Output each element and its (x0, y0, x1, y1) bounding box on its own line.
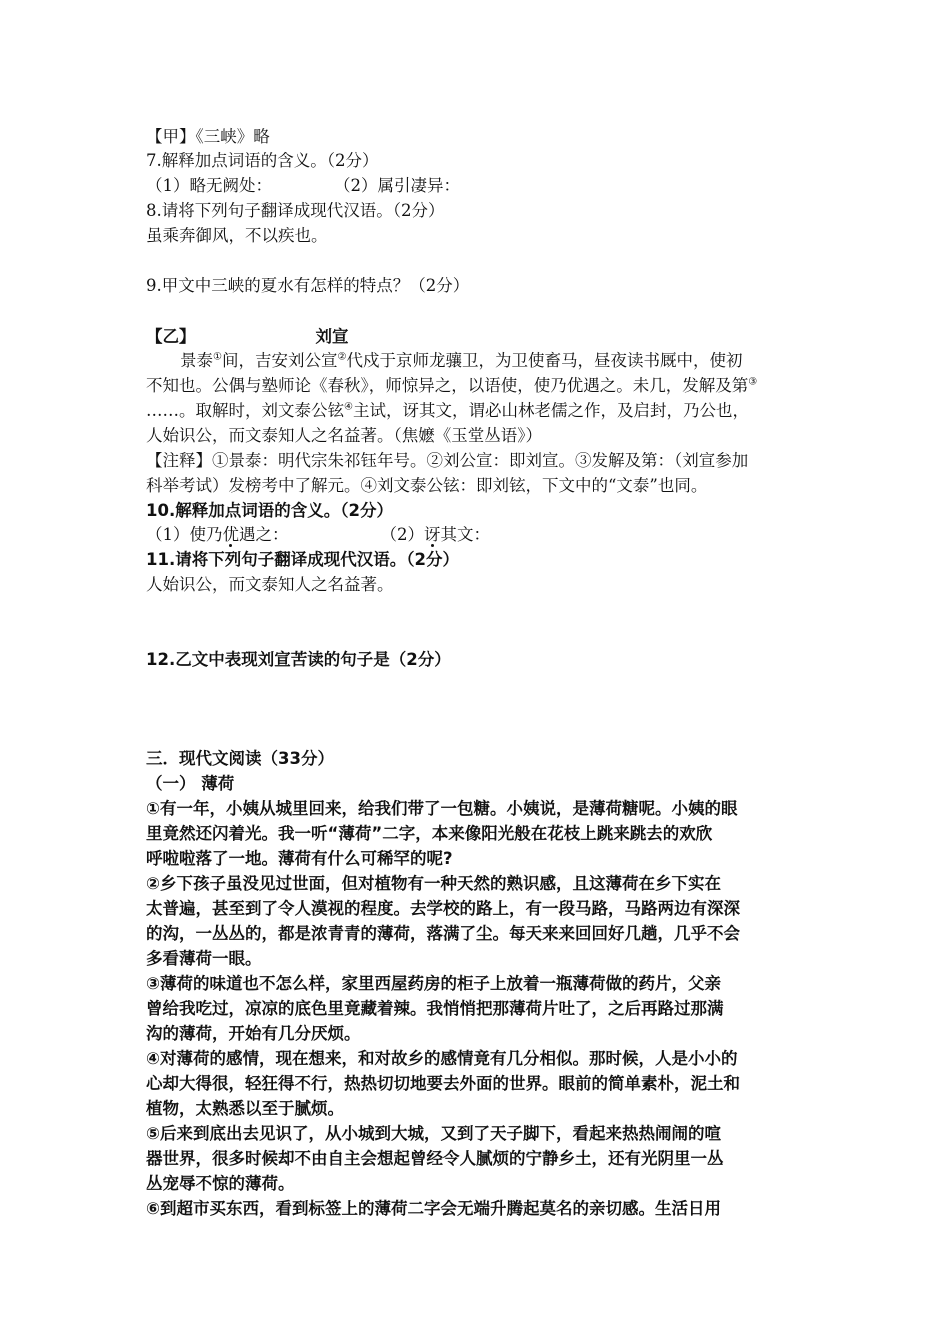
passage-line: 植物，太熟悉以至于腻烦。 (146, 1099, 344, 1118)
subsection-heading: （一） 薄荷 (146, 774, 235, 793)
passage-line: 曾给我吃过，凉凉的底色里竟藏着辣。我悄悄把那薄荷片吐了，之后再路过那满 (146, 999, 724, 1018)
yi-note-line: 【注释】①景泰：明代宗朱祁钰年号。②刘公宣：即刘宣。③发解及第：（刘宣参加 (146, 451, 749, 470)
dotted-character: 讶 (424, 525, 441, 544)
footnote-marker: ④ (344, 401, 353, 413)
question-10: 10.解释加点词语的含义。（2分） (146, 501, 393, 520)
section-heading: 三．现代文阅读（33分） (146, 749, 334, 768)
question-10-items: （1）使乃优遇之： （2）讶其文： (146, 525, 490, 544)
passage-line: ①有一年，小姨从城里回来，给我们带了一包糖。小姨说，是薄荷糖呢。小姨的眼 (146, 799, 738, 818)
passage-line: ②乡下孩子虽没见过世面，但对植物有一种天然的熟识感，且这薄荷在乡下实在 (146, 874, 721, 893)
yi-paragraph-line: 景泰①间，吉安刘公宣②代戍于京师龙骧卫，为卫使畜马，昼夜读书厩中，使初 (180, 351, 743, 370)
passage-line: ④对薄荷的感情，现在想来，和对故乡的感情竟有几分相似。那时候，人是小小的 (146, 1049, 738, 1068)
passage-line: 多看薄荷一眼。 (146, 949, 262, 968)
yi-title: 刘宣 (315, 327, 349, 346)
question-11: 11.请将下列句子翻译成现代汉语。（2分） (146, 550, 459, 569)
question-7-items (146, 174, 816, 198)
passage-line: 器世界，很多时候却不由自主会想起曾经令人腻烦的宁静乡土，还有光阴里一丛 (146, 1149, 724, 1168)
yi-paragraph-line: 不知也。公偶与塾师论《春秋》，师惊异之，以语使，使乃优遇之。未几，发解及第③ (146, 376, 758, 395)
passage-line: 沟的薄荷，开始有几分厌烦。 (146, 1024, 361, 1043)
passage-line: 太普遍，甚至到了令人漠视的程度。去学校的路上，有一段马路，马路两边有深深 (146, 899, 740, 918)
yi-note-line: 科举考试）发榜考中了解元。④刘文泰公铉：即刘铉，下文中的“文泰”也同。 (146, 476, 708, 495)
passage-line: 丛宠辱不惊的薄荷。 (146, 1174, 295, 1193)
passage-line: 的沟，一丛丛的，都是浓青青的薄荷，落满了尘。每天来来回回好几趟，几乎不会 (146, 924, 740, 943)
question-7-item-1: （1）略无阙处： (146, 176, 272, 195)
footnote-marker: ③ (748, 376, 758, 388)
question-8: 8.请将下列句子翻译成现代汉语。（2分） (146, 201, 445, 220)
question-7: 7.解释加点词语的含义。（2分） (146, 151, 379, 170)
footnote-marker: ② (337, 351, 347, 363)
question-9: 9.甲文中三峡的夏水有怎样的特点？（2分） (146, 276, 470, 295)
passage-line: 里竟然还闪着光。我一听“薄荷”二字，本来像阳光般在花枝上跳来跳去的欢欣 (146, 824, 713, 843)
yi-paragraph-line: 人始识公，而文泰知人之名益著。（焦嬷《玉堂丛语》） (146, 426, 542, 445)
passage-line: ⑤后来到底出去见识了，从小城到大城，又到了天子脚下，看起来热热闹闹的喧 (146, 1124, 721, 1143)
jia-heading: 【甲】《三峡》略 (146, 127, 270, 146)
yi-paragraph-line: ……。取解时，刘文泰公铉④主试，讶其文，谓必山林老儒之作，及启封，乃公也， (146, 401, 749, 420)
footnote-marker: ① (213, 351, 222, 363)
yi-label: 【乙】 (146, 327, 196, 346)
question-12: 12.乙文中表现刘宣苦读的句子是（2分） (146, 650, 451, 669)
passage-line: ③薄荷的味道也不怎么样，家里西屋药房的柜子上放着一瓶薄荷做的药片，父亲 (146, 974, 721, 993)
passage-line: 心却大得很，轻狂得不行，热热切切地要去外面的世界。眼前的简单素朴，泥土和 (146, 1074, 740, 1093)
question-7-item-2: （2）属引凄异： (334, 176, 460, 195)
question-8-sentence: 虽乘奔御风，不以疾也。 (146, 226, 328, 245)
passage-line: 呼啦啦落了一地。薄荷有什么可稀罕的呢? (146, 849, 453, 868)
yi-heading (146, 325, 816, 349)
passage-line: ⑥到超市买东西，看到标签上的薄荷二字会无端升腾起莫名的亲切感。生活日用 (146, 1199, 721, 1218)
question-11-sentence: 人始识公，而文泰知人之名益著。 (146, 575, 394, 594)
dotted-character: 优 (222, 525, 239, 544)
